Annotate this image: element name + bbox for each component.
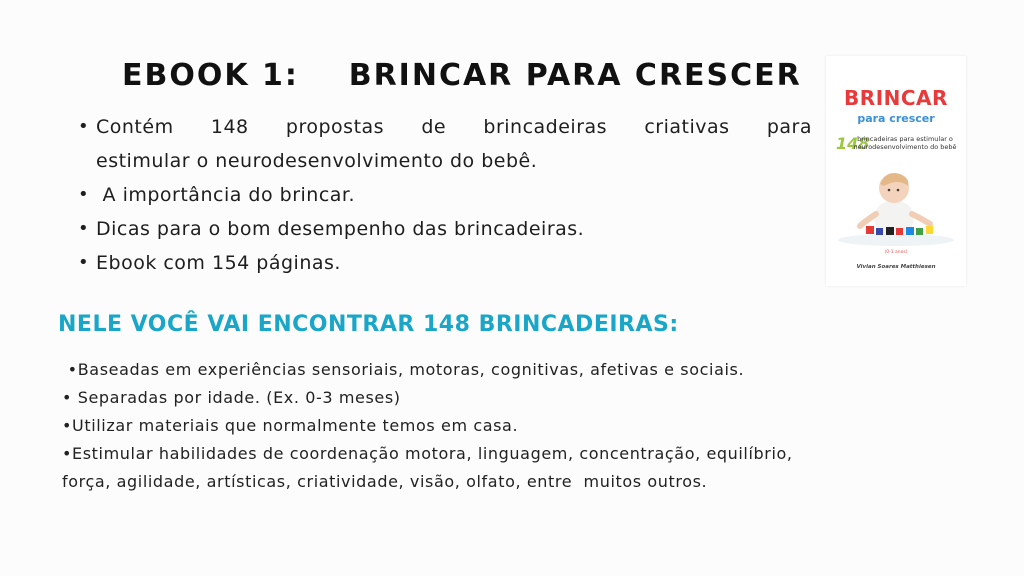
detail-line: força, agilidade, artísticas, criatividade, visão, olfato, entre muitos outros. — [62, 472, 708, 491]
feature-text: Ebook com 154 páginas. — [96, 252, 341, 274]
detail-line: •Estimular habilidades de coordenação motora, linguagem, concentração, equilíbrio, — [62, 444, 793, 463]
cover-title: BRINCAR — [844, 86, 948, 110]
feature-text: Dicas para o bom desempenho das brincadeiras. — [96, 218, 585, 240]
cover-age-label: (0-1 anos) — [884, 250, 908, 255]
detail-line: •Baseadas em experiências sensoriais, motoras, cognitivas, afetivas e sociais. — [62, 360, 745, 379]
cover-description: brincadeiras para estimular o neurodesenvolvimento do bebê — [853, 135, 957, 151]
section-title: NELE VOCÊ VAI ENCONTRAR 148 BRINCADEIRAS: — [58, 312, 679, 337]
cover-number: 148 — [836, 134, 870, 153]
feature-item — [78, 246, 812, 280]
feature-text-line2: estimular o neurodesenvolvimento do bebê. — [96, 150, 538, 172]
feature-text: A importância do brincar. — [96, 184, 356, 206]
feature-item — [78, 212, 812, 246]
cover-subtitle: para crescer — [857, 112, 935, 125]
ebook-cover — [826, 56, 966, 286]
cover-author: Vivian Soares Matthiesen — [856, 264, 936, 270]
detail-line: • Separadas por idade. (Ex. 0-3 meses) — [62, 388, 401, 407]
ebook-title: EBOOK 1: BRINCAR PARA CRESCER — [122, 58, 802, 93]
feature-item-continuation — [78, 144, 812, 178]
feature-item — [78, 110, 812, 144]
feature-list — [78, 110, 812, 280]
feature-text-line1: Contém 148 propostas de brincadeiras criativas para — [96, 116, 812, 138]
baby-playing-illustration — [826, 166, 966, 248]
detail-line: •Utilizar materiais que normalmente temos em casa. — [62, 416, 519, 435]
details-list — [62, 356, 942, 496]
feature-item — [78, 178, 812, 212]
